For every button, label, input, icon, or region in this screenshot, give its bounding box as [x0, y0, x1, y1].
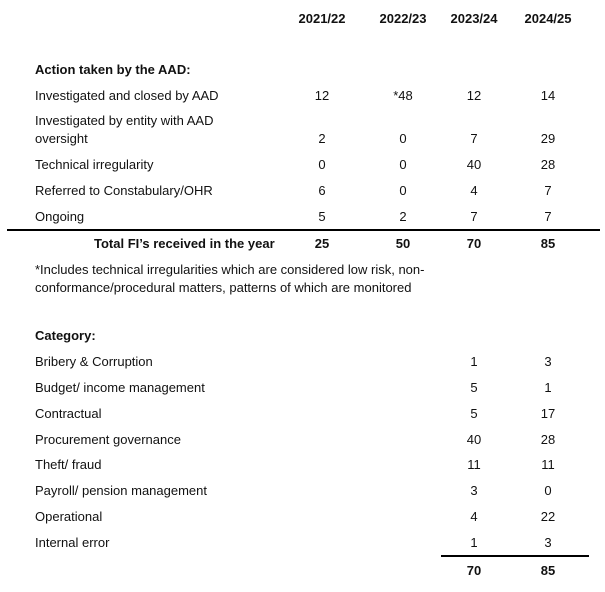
total-cell: 85	[540, 563, 556, 578]
cell: 1	[470, 354, 478, 369]
row-label: Theft/ fraud	[35, 457, 102, 472]
row-label: Internal error	[35, 535, 110, 550]
row-label: Bribery & Corruption	[35, 354, 153, 369]
cell: 7	[544, 183, 552, 198]
cell: 14	[540, 88, 556, 103]
row-label: Ongoing	[35, 209, 85, 224]
cell: 7	[470, 209, 478, 224]
total-divider	[7, 229, 600, 231]
footnote: conformance/procedural matters, patterns of which are monitored	[35, 280, 412, 295]
column-header: 2023/24	[450, 11, 498, 26]
cell: 28	[540, 157, 556, 172]
total-cell: 50	[395, 236, 411, 251]
total-cell: 85	[540, 236, 556, 251]
cell: 29	[540, 131, 556, 146]
cell: 3	[470, 483, 478, 498]
row-label: Operational	[35, 509, 103, 524]
cell: 0	[399, 131, 407, 146]
cell: 2	[399, 209, 407, 224]
cell: 12	[466, 88, 482, 103]
row-label: oversight	[35, 131, 88, 146]
cell: 40	[466, 157, 482, 172]
total-cell: 25	[314, 236, 330, 251]
cell: 3	[544, 535, 552, 550]
column-header: 2024/25	[524, 11, 572, 26]
cell: 17	[540, 406, 556, 421]
total-cell: 70	[466, 563, 482, 578]
footnote: *Includes technical irregularities which are considered low risk, non-	[35, 262, 425, 277]
section-heading: Action taken by the AAD:	[35, 62, 191, 77]
row-label: Payroll/ pension management	[35, 483, 207, 498]
row-label: Technical irregularity	[35, 157, 154, 172]
cell: 5	[470, 406, 478, 421]
cell: 5	[318, 209, 326, 224]
row-label: Budget/ income management	[35, 380, 205, 395]
column-header: 2022/23	[379, 11, 427, 26]
cell: 0	[544, 483, 552, 498]
cell: 11	[467, 457, 481, 472]
total-label: Total FI’s received in the year	[94, 236, 275, 251]
cell: *48	[393, 88, 413, 103]
cell: 6	[318, 183, 326, 198]
cell: 1	[544, 380, 552, 395]
cell: 0	[399, 157, 407, 172]
cell: 5	[470, 380, 478, 395]
cell: 11	[541, 457, 555, 472]
cell: 40	[466, 432, 482, 447]
cell: 1	[470, 535, 478, 550]
cell: 7	[544, 209, 552, 224]
row-label: Investigated by entity with AAD	[35, 113, 214, 128]
total-divider	[441, 555, 589, 557]
cell: 7	[470, 131, 478, 146]
row-label: Contractual	[35, 406, 102, 421]
cell: 2	[318, 131, 326, 146]
cell: 28	[540, 432, 556, 447]
row-label: Procurement governance	[35, 432, 181, 447]
row-label: Referred to Constabulary/OHR	[35, 183, 213, 198]
cell: 4	[470, 509, 478, 524]
row-label: Investigated and closed by AAD	[35, 88, 219, 103]
cell: 22	[540, 509, 556, 524]
column-header: 2021/22	[298, 11, 346, 26]
total-cell: 70	[466, 236, 482, 251]
cell: 0	[399, 183, 407, 198]
cell: 4	[470, 183, 478, 198]
cell: 3	[544, 354, 552, 369]
section-heading: Category:	[35, 328, 96, 343]
cell: 0	[318, 157, 326, 172]
cell: 12	[314, 88, 330, 103]
